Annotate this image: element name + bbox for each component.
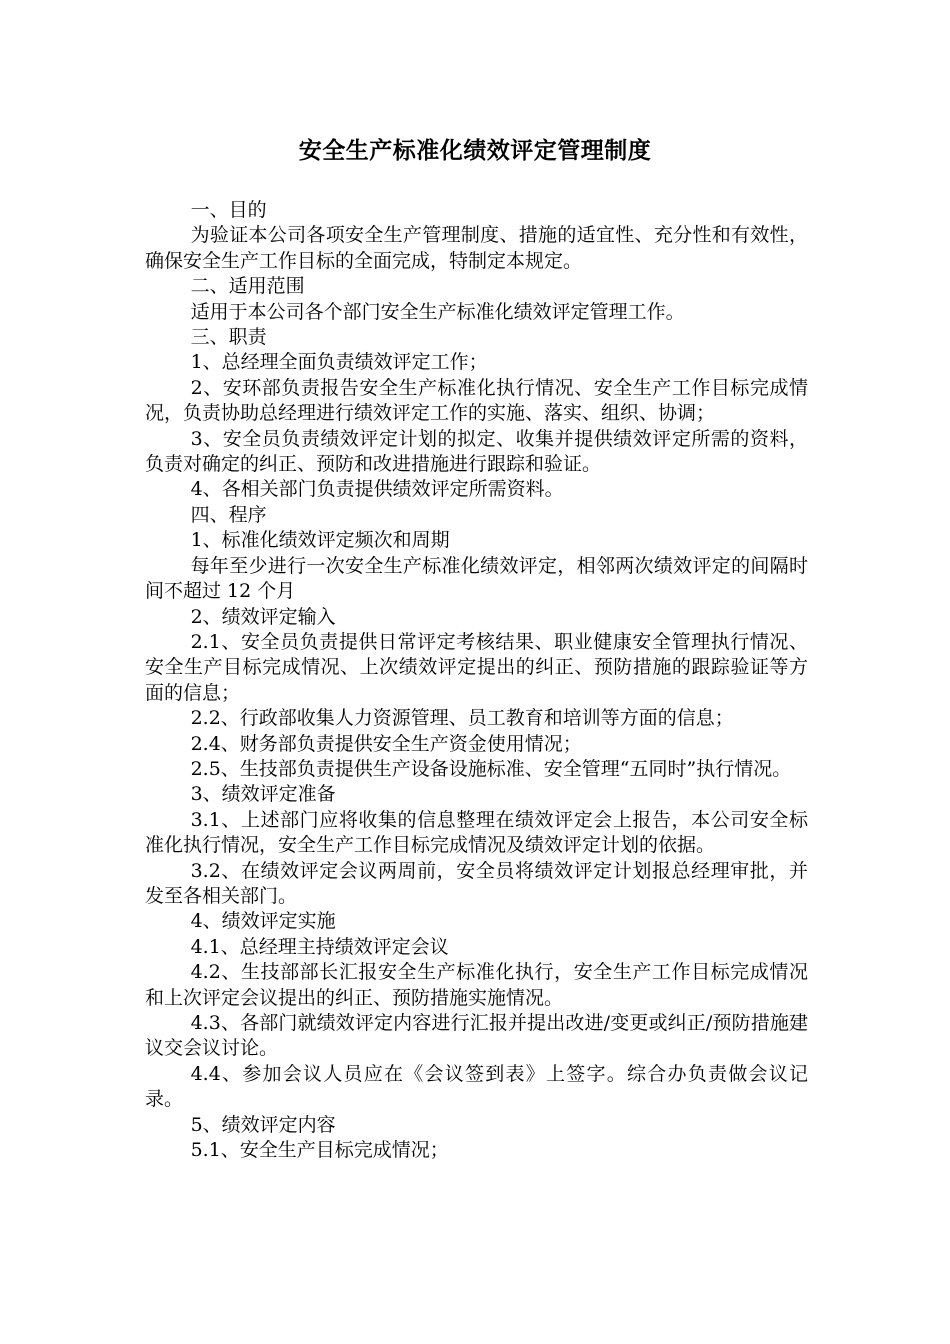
list-item: 4.4、参加会议人员应在《会议签到表》上签字。综合办负责做会议记录。	[145, 1062, 808, 1111]
subsection-heading: 4、绩效评定实施	[190, 910, 336, 933]
list-item: 1、总经理全面负责绩效评定工作；	[190, 351, 488, 374]
list-item: 2.5、生技部负责提供生产设备设施标准、安全管理“五同时”执行情况。	[190, 757, 792, 780]
subsection-heading: 2、绩效评定输入	[190, 605, 336, 628]
subsection-heading: 3、绩效评定准备	[190, 783, 336, 806]
list-item: 3、安全员负责绩效评定计划的拟定、收集并提供绩效评定所需的资料，负责对确定的纠正、预防和改进措施进行跟踪和验证。	[145, 427, 808, 476]
subsection-heading: 5、绩效评定内容	[190, 1113, 336, 1136]
list-item: 3.1、上述部门应将收集的信息整理在绩效评定会上报告，本公司安全标准化执行情况，安全生产工作目标完成情况及绩效评定计划的依据。	[145, 808, 808, 857]
subsection-heading: 1、标准化绩效评定频次和周期	[190, 529, 450, 552]
section-heading-responsibilities: 三、职责	[190, 326, 267, 349]
list-item: 4.2、生技部部长汇报安全生产标准化执行，安全生产工作目标完成情况和上次评定会议提出的纠正、预防措施实施情况。	[145, 961, 808, 1009]
list-item: 3.2、在绩效评定会议两周前，安全员将绩效评定计划报总经理审批，并发至各相关部门。	[145, 859, 808, 907]
section-heading-purpose: 一、目的	[190, 199, 267, 221]
list-item: 2.4、财务部负责提供安全生产资金使用情况；	[190, 732, 582, 755]
section-heading-procedure: 四、程序	[190, 503, 267, 526]
paragraph: 适用于本公司各个部门安全生产标准化绩效评定管理工作。	[190, 300, 685, 323]
section-heading-scope: 二、适用范围	[190, 275, 305, 298]
list-item: 5.1、安全生产目标完成情况；	[190, 1139, 449, 1162]
list-item: 4.1、总经理主持绩效评定会议	[190, 935, 449, 958]
list-item: 2.2、行政部收集人力资源管理、员工教育和培训等方面的信息；	[190, 707, 734, 730]
list-item: 2.1、安全员负责提供日常评定考核结果、职业健康安全管理执行情况、安全生产目标完成情况、上次绩效评定提出的纠正、预防措施的跟踪验证等方面的信息；	[145, 630, 808, 704]
list-item: 2、安环部负责报告安全生产标准化执行情况、安全生产工作目标完成情况，负责协助总经理进行绩效评定工作的实施、落实、组织、协调；	[145, 376, 808, 425]
list-item: 4.3、各部门就绩效评定内容进行汇报并提出改进/变更或纠正/预防措施建议交会议讨论。	[145, 1012, 808, 1060]
paragraph: 每年至少进行一次安全生产标准化绩效评定，相邻两次绩效评定的间隔时间不超过 12 个月	[145, 554, 808, 603]
paragraph: 为验证本公司各项安全生产管理制度、措施的适宜性、充分性和有效性，确保安全生产工作目标的全面完成，特制定本规定。	[145, 224, 808, 272]
list-item: 4、各相关部门负责提供绩效评定所需资料。	[190, 478, 564, 501]
document-title: 安全生产标准化绩效评定管理制度	[298, 137, 652, 164]
document-body	[145, 198, 808, 1163]
